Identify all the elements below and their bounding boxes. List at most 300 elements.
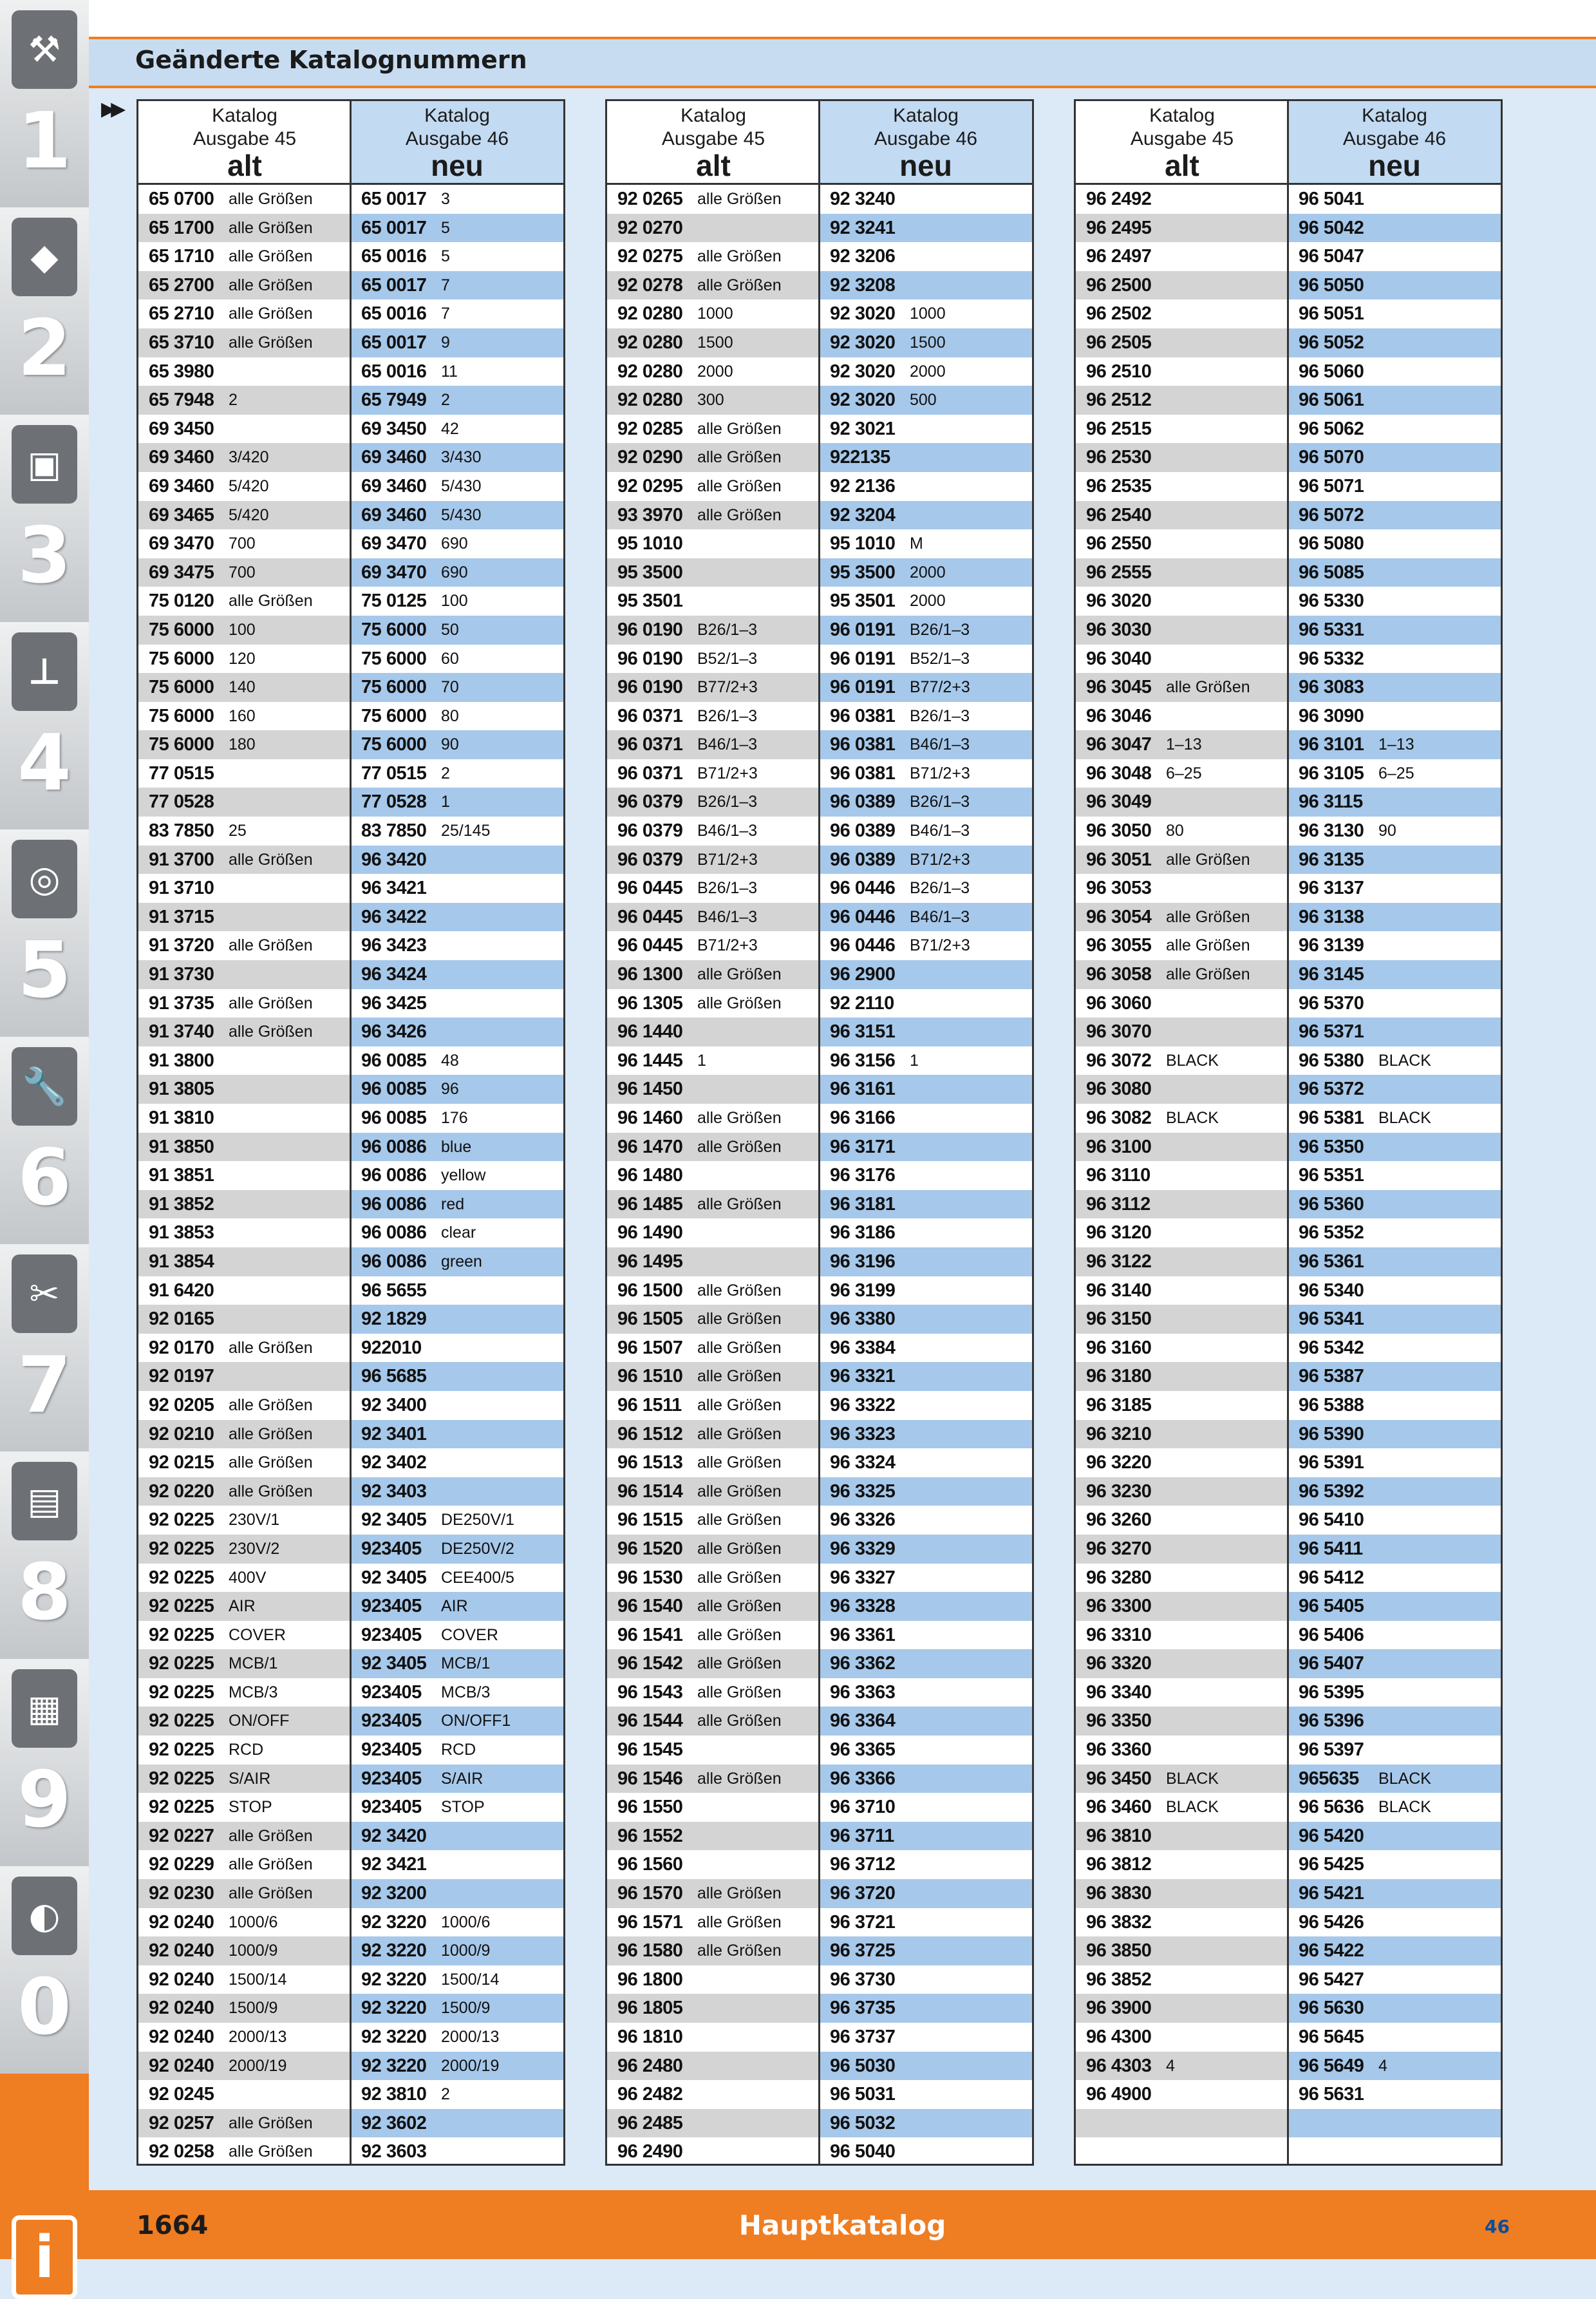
catalog-number: 96 5350 [1299, 1136, 1364, 1157]
chapter-tab-info[interactable] [0, 2074, 89, 2291]
new-number-cell [351, 1678, 563, 1707]
catalog-number: 96 2540 [1086, 504, 1152, 525]
old-number-cell [138, 1621, 351, 1650]
chapter-number: 0 [17, 1963, 71, 2052]
catalog-number: 96 1520 [617, 1538, 683, 1559]
catalog-number: 65 7949 [361, 390, 427, 411]
chapter-tab-8[interactable] [0, 1452, 89, 1661]
old-number-cell [138, 1305, 351, 1334]
catalog-number: 75 6000 [361, 677, 427, 698]
old-number-cell [607, 989, 820, 1018]
catalog-number: 92 0265 [617, 189, 683, 209]
size-note: B46/1–3 [910, 907, 970, 926]
chapter-tab-4[interactable] [0, 622, 89, 831]
catalog-number: 96 1541 [617, 1624, 683, 1645]
catalog-number: 92 0225 [149, 1739, 214, 1761]
catalog-number: 96 5085 [1299, 562, 1364, 583]
new-number-cell [351, 788, 563, 817]
catalog-number: 92 0257 [149, 2112, 214, 2133]
size-note: 1000 [697, 305, 733, 323]
size-note: 180 [229, 735, 256, 754]
new-number-cell [351, 242, 563, 271]
size-note: B71/2+3 [910, 936, 970, 955]
catalog-number: 65 0016 [361, 361, 427, 382]
catalog-number: 92 0225 [149, 1596, 214, 1617]
size-note: 1–13 [1166, 735, 1202, 754]
new-number-cell [351, 587, 563, 616]
old-number-cell [1076, 1075, 1288, 1104]
chapter-tab-7[interactable] [0, 1244, 89, 1453]
chapter-tab-0[interactable] [0, 1866, 89, 2076]
catalog-number: 92 3220 [361, 1969, 427, 1990]
catalog-number: 96 2495 [1086, 217, 1152, 238]
page-footer [89, 2190, 1596, 2259]
catalog-number: 96 1515 [617, 1509, 683, 1531]
size-note: 690 [441, 563, 468, 582]
size-note: alle Größen [229, 1855, 313, 1874]
new-number-cell [1288, 1592, 1501, 1621]
size-note: DE250V/1 [441, 1511, 514, 1529]
size-note: alle Größen [697, 190, 782, 208]
chapter-tab-5[interactable] [0, 829, 89, 1039]
old-number-cell [1076, 1764, 1288, 1793]
new-number-cell [820, 1535, 1032, 1564]
catalog-number: 92 0225 [149, 1710, 214, 1732]
chapter-tab-9[interactable] [0, 1659, 89, 1868]
catalog-number: 96 5370 [1299, 992, 1364, 1014]
catalog-number: 92 0240 [149, 2027, 214, 2047]
catalog-number: 93 3970 [617, 504, 683, 525]
new-number-cell [820, 1564, 1032, 1593]
new-number-cell [351, 817, 563, 846]
catalog-number: 96 0381 [830, 705, 896, 726]
catalog-number: 96 5405 [1299, 1596, 1364, 1617]
drill-bit-icon: ⚒ [12, 10, 77, 89]
catalog-number: 96 5381 [1299, 1108, 1364, 1128]
catalog-number: 96 0446 [830, 906, 896, 927]
catalog-number: 92 1829 [361, 1309, 427, 1330]
catalog-number: 96 3166 [830, 1108, 896, 1128]
old-number-cell [1076, 1190, 1288, 1219]
header-alt [607, 101, 820, 183]
catalog-number: 65 0016 [361, 303, 427, 325]
new-number-cell [820, 846, 1032, 875]
size-note: BLACK [1166, 1769, 1219, 1788]
catalog-number: 96 3721 [830, 1911, 896, 1933]
header-neu-line1: Katalog [424, 105, 490, 126]
old-number-cell [607, 1850, 820, 1879]
catalog-number: 96 3730 [830, 1969, 896, 1990]
new-number-cell [351, 529, 563, 558]
catalog-number: 96 0381 [830, 762, 896, 784]
catalog-number: 96 3181 [830, 1193, 896, 1215]
old-number-cell [138, 443, 351, 472]
old-number-cell [138, 645, 351, 674]
old-number-cell [138, 587, 351, 616]
catalog-number: 96 3120 [1086, 1222, 1152, 1244]
size-note: alle Größen [697, 1482, 782, 1500]
size-note: alle Größen [229, 850, 313, 869]
size-note: ON/OFF1 [441, 1712, 511, 1730]
size-note: 230V/1 [229, 1511, 280, 1529]
old-number-cell [607, 1707, 820, 1736]
old-number-cell [138, 1017, 351, 1046]
catalog-number: 92 3810 [361, 2084, 427, 2105]
size-note: 3/430 [441, 448, 482, 467]
catalog-number: 96 1513 [617, 1452, 683, 1473]
catalog-number: 96 3210 [1086, 1423, 1152, 1444]
size-note: STOP [229, 1798, 272, 1817]
size-note: alle Größen [697, 1281, 782, 1300]
old-number-cell [138, 529, 351, 558]
header-alt-line2: Ausgabe 45 [1130, 128, 1234, 149]
new-number-cell [820, 903, 1032, 932]
catalog-number: 65 3980 [149, 361, 214, 382]
catalog-number: 96 5371 [1299, 1021, 1364, 1043]
chapter-number: 9 [17, 1755, 71, 1845]
old-number-cell [1076, 903, 1288, 932]
catalog-number: 96 3176 [830, 1165, 896, 1186]
size-note: alle Größen [229, 1453, 313, 1472]
catalog-number: 96 5332 [1299, 648, 1364, 669]
catalog-number: 96 2505 [1086, 332, 1152, 353]
new-number-cell [1288, 673, 1501, 702]
size-note: 1500/9 [229, 1999, 278, 2018]
size-note: blue [441, 1137, 472, 1156]
size-note: alle Größen [229, 936, 313, 955]
catalog-number: 65 0700 [149, 189, 214, 209]
catalog-number: 92 0245 [149, 2084, 214, 2105]
new-number-cell [351, 645, 563, 674]
catalog-number: 92 3401 [361, 1423, 427, 1444]
new-number-cell [351, 673, 563, 702]
old-number-cell [1076, 759, 1288, 788]
old-number-cell [1076, 1678, 1288, 1707]
catalog-number: 92 3020 [830, 390, 896, 411]
size-note: 1000/9 [441, 1942, 491, 1960]
catalog-number: 96 3364 [830, 1710, 896, 1732]
catalog-number: 96 3160 [1086, 1337, 1152, 1358]
size-note: B52/1–3 [910, 649, 970, 668]
catalog-number: 96 1300 [617, 964, 683, 985]
old-number-cell [1076, 1649, 1288, 1678]
new-number-cell [820, 1276, 1032, 1305]
new-number-cell [820, 788, 1032, 817]
old-number-cell [138, 2052, 351, 2081]
catalog-number: 92 0280 [617, 303, 683, 325]
new-number-cell [351, 1621, 563, 1650]
old-number-cell [607, 1678, 820, 1707]
size-note: 42 [441, 419, 459, 438]
catalog-number: 69 3460 [149, 475, 214, 497]
old-number-cell [1076, 702, 1288, 731]
catalog-number: 96 2485 [617, 2112, 683, 2133]
catalog-number: 65 1710 [149, 246, 214, 267]
size-note: alle Größen [697, 1511, 782, 1529]
size-note: alle Größen [229, 1395, 313, 1414]
catalog-number: 96 3361 [830, 1624, 896, 1645]
size-note: alle Größen [229, 994, 313, 1012]
catalog-number: 96 5340 [1299, 1280, 1364, 1301]
size-note: 1500/9 [441, 1999, 491, 2018]
new-number-cell [1288, 1218, 1501, 1247]
info-icon: i [12, 2215, 77, 2299]
size-note: alle Größen [697, 1683, 782, 1701]
catalog-number: 91 3852 [149, 1193, 214, 1215]
new-number-cell [820, 1448, 1032, 1477]
catalog-number: 92 2136 [830, 475, 896, 497]
new-number-cell [820, 1621, 1032, 1650]
size-note: 2 [441, 2085, 450, 2104]
old-number-cell [1076, 1218, 1288, 1247]
catalog-number: 96 1805 [617, 1998, 683, 2019]
catalog-number: 96 1810 [617, 2027, 683, 2047]
catalog-number: 96 3115 [1299, 791, 1363, 813]
old-number-cell [1076, 271, 1288, 300]
catalog-number: 92 3403 [361, 1481, 427, 1502]
new-number-cell [351, 1764, 563, 1793]
new-number-cell [1288, 1793, 1501, 1822]
new-number-cell [351, 931, 563, 960]
column-divider [350, 101, 352, 2164]
catalog-number: 75 6000 [149, 705, 214, 726]
size-note: B26/1–3 [910, 793, 970, 811]
catalog-number: 96 3327 [830, 1567, 896, 1588]
new-number-cell [351, 2137, 563, 2166]
catalog-number: 96 1546 [617, 1768, 683, 1789]
catalog-number: 96 5421 [1299, 1883, 1364, 1904]
old-number-cell [607, 1362, 820, 1391]
catalog-number: 96 1514 [617, 1481, 683, 1502]
size-note: 80 [441, 706, 459, 725]
size-note: 9 [441, 333, 450, 352]
catalog-number: 95 3500 [617, 562, 683, 583]
catalog-number: 96 3426 [361, 1021, 427, 1043]
size-note: alle Größen [697, 247, 782, 266]
new-number-cell [820, 214, 1032, 243]
new-number-cell [820, 1506, 1032, 1535]
old-number-cell [607, 874, 820, 903]
header-neu-line2: Ausgabe 46 [1342, 128, 1447, 149]
size-note: B71/2+3 [697, 936, 758, 955]
catalog-number: 92 0270 [617, 217, 683, 238]
catalog-number: 96 3112 [1086, 1193, 1150, 1215]
catalog-number: 92 0205 [149, 1394, 214, 1415]
size-note: 7 [441, 305, 450, 323]
new-number-cell [1288, 1621, 1501, 1650]
new-number-cell [820, 1305, 1032, 1334]
catalog-number: 92 0165 [149, 1309, 214, 1330]
new-number-cell [820, 616, 1032, 645]
size-note: alle Größen [229, 1338, 313, 1357]
old-number-cell [1076, 2109, 1288, 2138]
catalog-number: 96 3072 [1086, 1050, 1152, 1071]
new-number-cell [1288, 616, 1501, 645]
new-number-cell [351, 1420, 563, 1449]
size-note: BLACK [1166, 1798, 1219, 1817]
size-note: COVER [229, 1625, 286, 1644]
catalog-number: 91 6420 [149, 1280, 214, 1301]
catalog-number: 96 5380 [1299, 1050, 1364, 1071]
new-number-cell [1288, 1994, 1501, 2023]
catalog-number: 96 0086 [361, 1165, 427, 1186]
catalog-number: 96 5330 [1299, 591, 1364, 612]
old-number-cell [607, 1649, 820, 1678]
catalog-number: 96 3185 [1086, 1394, 1152, 1415]
new-number-cell [351, 989, 563, 1018]
chapter-tab-1[interactable] [0, 0, 89, 209]
catalog-number: 65 7948 [149, 390, 214, 411]
header-alt [138, 101, 351, 183]
header-neu [1288, 101, 1501, 183]
catalog-number: 69 3460 [361, 475, 427, 497]
catalog-number: 96 4300 [1086, 2027, 1152, 2047]
new-number-cell [820, 1334, 1032, 1363]
size-note: alle Größen [229, 2114, 313, 2132]
size-note: 1500/14 [441, 1970, 500, 1989]
new-number-cell [820, 989, 1032, 1018]
old-number-cell [1076, 1276, 1288, 1305]
old-number-cell [607, 1104, 820, 1133]
new-number-cell [351, 1448, 563, 1477]
catalog-number: 96 3850 [1086, 1940, 1152, 1962]
catalog-number: 96 5422 [1299, 1940, 1364, 1962]
header-neu [820, 101, 1032, 183]
old-number-cell [138, 1218, 351, 1247]
cutting-insert-icon: ◆ [12, 218, 77, 296]
new-number-cell [1288, 759, 1501, 788]
catalog-number: 65 0017 [361, 332, 427, 353]
new-number-cell [1288, 817, 1501, 846]
catalog-number: 77 0528 [149, 791, 214, 813]
new-number-cell [1288, 1535, 1501, 1564]
size-note: alle Größen [229, 276, 313, 294]
catalog-number: 96 5052 [1299, 332, 1364, 353]
catalog-number: 96 3082 [1086, 1108, 1152, 1128]
old-number-cell [1076, 788, 1288, 817]
catalog-number: 96 1550 [617, 1797, 683, 1818]
catalog-number: 96 5420 [1299, 1825, 1364, 1846]
new-number-cell [820, 1190, 1032, 1219]
old-number-cell [607, 1506, 820, 1535]
catalog-number: 92 0240 [149, 1940, 214, 1962]
catalog-number: 96 3712 [830, 1854, 896, 1875]
new-number-cell [351, 1879, 563, 1908]
hand-tools-icon: ✂ [12, 1254, 77, 1333]
old-number-cell [607, 960, 820, 989]
catalog-number: 96 0379 [617, 849, 683, 870]
catalog-number: 96 3140 [1086, 1280, 1152, 1301]
catalog-number: 96 1505 [617, 1309, 683, 1330]
size-note: 4 [1378, 2056, 1387, 2075]
old-number-cell [1076, 931, 1288, 960]
catalog-number: 96 3737 [830, 2027, 896, 2047]
old-number-cell [607, 299, 820, 328]
size-note: 1 [697, 1051, 706, 1070]
old-number-cell [138, 1391, 351, 1420]
new-number-cell [351, 903, 563, 932]
catalog-number: 96 1490 [617, 1222, 683, 1244]
old-number-cell [1076, 501, 1288, 530]
catalog-number: 96 3362 [830, 1653, 896, 1674]
catalog-number: 96 2555 [1086, 562, 1152, 583]
catalog-number: 96 0389 [830, 849, 896, 870]
catalog-number: 96 3050 [1086, 820, 1152, 842]
size-note: alle Größen [229, 592, 313, 610]
catalog-number: 92 0280 [617, 390, 683, 411]
new-number-cell [820, 1391, 1032, 1420]
catalog-number: 92 3220 [361, 1940, 427, 1962]
size-note: alle Größen [697, 1367, 782, 1386]
catalog-number: 96 0085 [361, 1050, 427, 1071]
old-number-cell [138, 730, 351, 759]
size-note: 90 [1378, 822, 1396, 840]
new-number-cell [820, 587, 1032, 616]
new-number-cell [351, 386, 563, 415]
old-number-cell [607, 1564, 820, 1593]
catalog-number: 96 3735 [830, 1998, 896, 2019]
catalog-number: 96 5042 [1299, 217, 1364, 238]
catalog-number: 96 3105 [1299, 762, 1364, 784]
catalog-number: 75 6000 [149, 619, 214, 640]
old-number-cell [607, 1075, 820, 1104]
catalog-number: 96 0190 [617, 648, 683, 669]
new-number-cell [1288, 185, 1501, 214]
catalog-number: 75 6000 [361, 734, 427, 755]
catalog-number: 96 1580 [617, 1940, 683, 1962]
size-note: alle Größen [697, 1109, 782, 1127]
catalog-number: 96 5396 [1299, 1710, 1364, 1732]
catalog-number: 65 2700 [149, 274, 214, 296]
new-number-cell [351, 1247, 563, 1276]
new-number-cell [1288, 730, 1501, 759]
catalog-number: 96 3810 [1086, 1825, 1152, 1846]
chapter-tab-3[interactable] [0, 415, 89, 624]
catalog-number: 75 6000 [361, 705, 427, 726]
new-number-cell [820, 1649, 1032, 1678]
catalog-number: 96 0190 [617, 619, 683, 640]
old-number-cell [138, 960, 351, 989]
old-number-cell [138, 1678, 351, 1707]
old-number-cell [1076, 1104, 1288, 1133]
catalog-number: 96 1512 [617, 1423, 683, 1444]
chapter-tab-6[interactable] [0, 1037, 89, 1246]
size-note: 96 [441, 1080, 459, 1099]
header-alt-line3: alt [227, 149, 262, 182]
new-number-cell [1288, 242, 1501, 271]
old-number-cell [138, 1448, 351, 1477]
chapter-tab-2[interactable] [0, 207, 89, 417]
header-neu-line3: neu [899, 149, 952, 182]
catalog-number: 96 3360 [1086, 1739, 1152, 1761]
old-number-cell [607, 1736, 820, 1764]
new-number-cell [1288, 702, 1501, 731]
new-number-cell [351, 1104, 563, 1133]
title-bar [89, 39, 1596, 88]
old-number-cell [138, 759, 351, 788]
catalog-number: 96 3046 [1086, 705, 1152, 726]
new-number-cell [1288, 2052, 1501, 2081]
catalog-number: 96 3350 [1086, 1710, 1152, 1732]
catalog-number: 92 3020 [830, 361, 896, 382]
new-number-cell [351, 185, 563, 214]
size-note: 1000/6 [229, 1913, 278, 1931]
chapter-number: 2 [17, 304, 71, 393]
new-number-cell [1288, 1506, 1501, 1535]
catalog-table [1074, 99, 1503, 2166]
size-note: MCB/3 [441, 1683, 491, 1701]
size-note: 2000/19 [441, 2056, 500, 2075]
